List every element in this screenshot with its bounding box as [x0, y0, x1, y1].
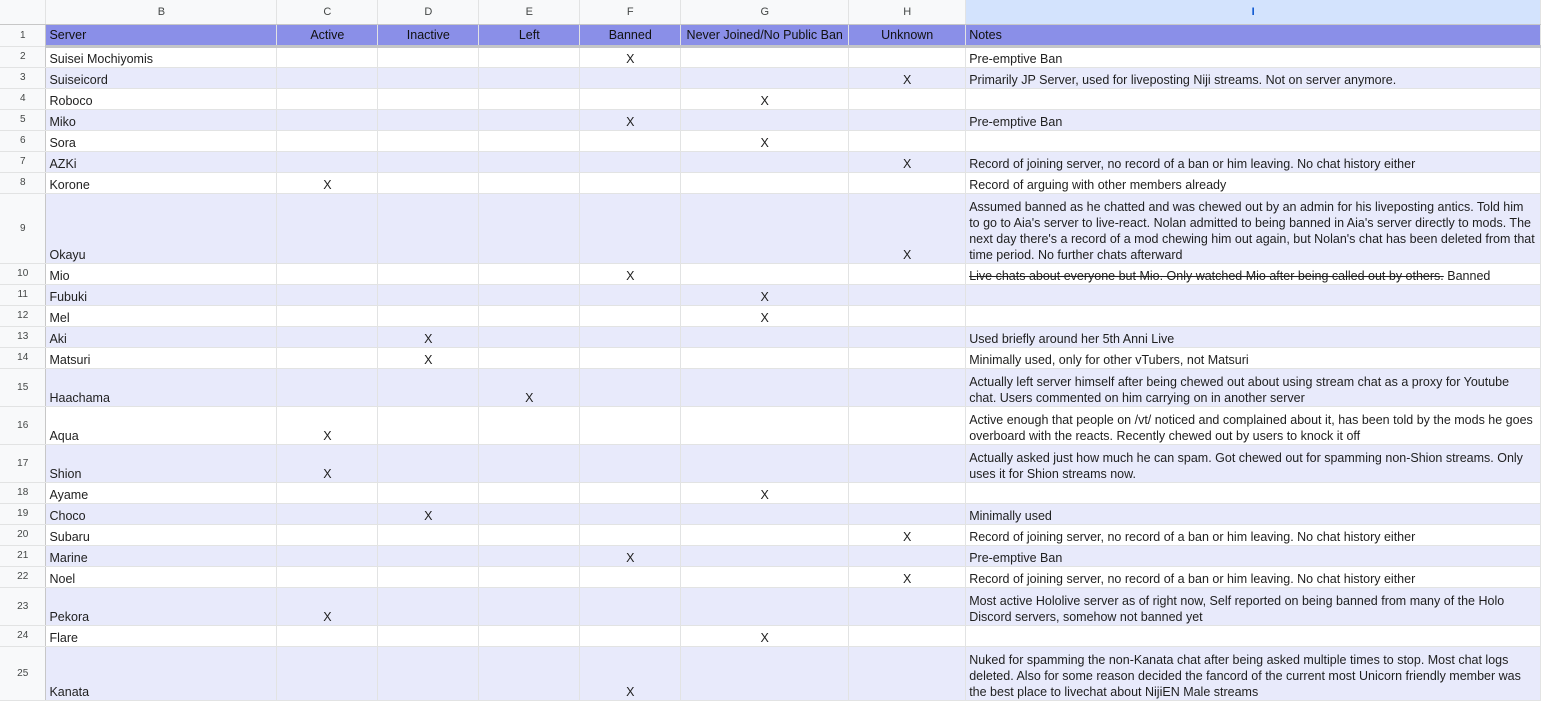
status-cell[interactable] [681, 504, 849, 525]
status-cell[interactable] [681, 546, 849, 567]
table-row [0, 369, 1541, 407]
server-name-cell[interactable]: Ayame [46, 483, 277, 504]
column-header-f[interactable]: F [580, 0, 681, 25]
status-cell[interactable] [681, 68, 849, 89]
server-name-cell[interactable]: AZKi [46, 152, 277, 173]
table-row [0, 588, 1541, 626]
row-number[interactable]: 9 [0, 194, 46, 264]
status-mark-never[interactable]: X [681, 89, 849, 110]
status-cell[interactable] [580, 525, 681, 546]
status-cell[interactable] [277, 68, 378, 89]
status-cell[interactable] [681, 588, 849, 626]
notes-cell[interactable] [966, 264, 1541, 285]
status-cell[interactable] [849, 110, 966, 131]
status-cell[interactable] [580, 588, 681, 626]
row-number[interactable]: 25 [0, 647, 46, 701]
status-cell[interactable] [580, 327, 681, 348]
status-cell[interactable] [479, 89, 580, 110]
status-cell[interactable] [681, 407, 849, 445]
row-number[interactable]: 3 [0, 68, 46, 89]
status-cell[interactable] [378, 525, 479, 546]
table-row [0, 348, 1541, 369]
status-cell[interactable] [378, 264, 479, 285]
status-cell[interactable] [681, 348, 849, 369]
header-cell-notes[interactable]: Notes [966, 25, 1541, 47]
row-number[interactable]: 4 [0, 89, 46, 110]
status-cell[interactable] [479, 567, 580, 588]
row-number[interactable]: 14 [0, 348, 46, 369]
header-cell-inactive[interactable]: Inactive [378, 25, 479, 47]
row-number[interactable]: 11 [0, 285, 46, 306]
row-number-1[interactable]: 1 [0, 25, 46, 47]
status-cell[interactable] [681, 110, 849, 131]
status-mark-active[interactable]: X [277, 445, 378, 483]
status-cell[interactable] [849, 504, 966, 525]
status-mark-never[interactable]: X [681, 285, 849, 306]
status-cell[interactable] [479, 173, 580, 194]
status-cell[interactable] [849, 647, 966, 701]
server-name-cell[interactable]: Okayu [46, 194, 277, 264]
notes-cell[interactable] [966, 285, 1541, 306]
status-cell[interactable] [849, 626, 966, 647]
status-cell[interactable] [580, 194, 681, 264]
row-number[interactable]: 13 [0, 327, 46, 348]
table-row [0, 47, 1541, 68]
column-header-row [0, 0, 1541, 25]
status-cell[interactable] [681, 327, 849, 348]
status-cell[interactable] [378, 285, 479, 306]
status-cell[interactable] [849, 483, 966, 504]
status-cell[interactable] [378, 369, 479, 407]
server-name-cell[interactable]: Mio [46, 264, 277, 285]
status-cell[interactable] [378, 407, 479, 445]
table-row [0, 131, 1541, 152]
status-cell[interactable] [378, 152, 479, 173]
status-cell[interactable] [378, 483, 479, 504]
server-name-cell[interactable]: Matsuri [46, 348, 277, 369]
status-cell[interactable] [681, 369, 849, 407]
notes-cell[interactable]: Pre-emptive Ban [966, 546, 1541, 567]
status-cell[interactable] [479, 327, 580, 348]
status-cell[interactable] [479, 68, 580, 89]
struck-note-text: Live chats about everyone but Mio. Only watched Mio after being called out by others. [969, 269, 1444, 283]
notes-cell[interactable]: Most active Hololive server as of right now, Self reported on being banned from many of the Holo Discord servers, somehow not banned yet [966, 588, 1541, 626]
server-name-cell[interactable]: Shion [46, 445, 277, 483]
status-cell[interactable] [479, 152, 580, 173]
status-cell[interactable] [849, 588, 966, 626]
status-cell[interactable] [479, 264, 580, 285]
status-cell[interactable] [378, 567, 479, 588]
table-row [0, 504, 1541, 525]
status-mark-unknown[interactable]: X [849, 152, 966, 173]
status-cell[interactable] [580, 68, 681, 89]
notes-cell[interactable]: Minimally used, only for other vTubers, not Matsuri [966, 348, 1541, 369]
notes-cell[interactable]: Pre-emptive Ban [966, 47, 1541, 68]
status-cell[interactable] [277, 306, 378, 327]
status-cell[interactable] [681, 173, 849, 194]
server-name-cell[interactable]: Miko [46, 110, 277, 131]
status-cell[interactable] [277, 264, 378, 285]
table-row [0, 567, 1541, 588]
row-number[interactable]: 21 [0, 546, 46, 567]
table-row [0, 647, 1541, 701]
table-row [0, 68, 1541, 89]
status-cell[interactable] [277, 348, 378, 369]
status-mark-unknown[interactable]: X [849, 194, 966, 264]
server-name-cell[interactable]: Haachama [46, 369, 277, 407]
status-mark-unknown[interactable]: X [849, 68, 966, 89]
row-number[interactable]: 6 [0, 131, 46, 152]
status-cell[interactable] [849, 369, 966, 407]
status-cell[interactable] [479, 306, 580, 327]
status-mark-never[interactable]: X [681, 131, 849, 152]
server-name-cell[interactable]: Noel [46, 567, 277, 588]
notes-cell[interactable]: Used briefly around her 5th Anni Live [966, 327, 1541, 348]
status-cell[interactable] [378, 546, 479, 567]
server-name-cell[interactable]: Aqua [46, 407, 277, 445]
status-cell[interactable] [378, 68, 479, 89]
server-name-cell[interactable]: Suisei Mochiyomis [46, 47, 277, 68]
status-cell[interactable] [479, 348, 580, 369]
table-row [0, 445, 1541, 483]
row-number[interactable]: 2 [0, 47, 46, 68]
status-cell[interactable] [580, 504, 681, 525]
table-row [0, 525, 1541, 546]
row-number[interactable]: 17 [0, 445, 46, 483]
status-cell[interactable] [378, 47, 479, 68]
status-cell[interactable] [479, 194, 580, 264]
table-row [0, 626, 1541, 647]
status-cell[interactable] [277, 152, 378, 173]
notes-cell[interactable] [966, 483, 1541, 504]
status-cell[interactable] [849, 407, 966, 445]
status-cell[interactable] [849, 327, 966, 348]
status-cell[interactable] [378, 194, 479, 264]
server-name-cell[interactable]: Suiseicord [46, 68, 277, 89]
column-header-e[interactable]: E [479, 0, 580, 25]
status-cell[interactable] [580, 348, 681, 369]
status-cell[interactable] [849, 348, 966, 369]
status-cell[interactable] [580, 407, 681, 445]
status-cell[interactable] [580, 285, 681, 306]
status-cell[interactable] [580, 306, 681, 327]
header-cell-never-joined-no-public-ban[interactable]: Never Joined/No Public Ban [681, 25, 849, 47]
notes-cell[interactable] [966, 89, 1541, 110]
status-cell[interactable] [849, 445, 966, 483]
status-cell[interactable] [378, 306, 479, 327]
status-mark-banned[interactable]: X [580, 47, 681, 68]
table-row [0, 327, 1541, 348]
status-mark-banned[interactable]: X [580, 264, 681, 285]
server-name-cell[interactable]: Choco [46, 504, 277, 525]
status-cell[interactable] [849, 173, 966, 194]
notes-cell[interactable] [966, 306, 1541, 327]
notes-cell[interactable]: Actually left server himself after being chewed out about using stream chat as a proxy for Youtube chat. Users commented on him carrying on in another server [966, 369, 1541, 407]
status-cell[interactable] [580, 483, 681, 504]
status-mark-banned[interactable]: X [580, 647, 681, 701]
row-number[interactable]: 8 [0, 173, 46, 194]
server-name-cell[interactable]: Fubuki [46, 285, 277, 306]
server-name-cell[interactable]: Mel [46, 306, 277, 327]
status-mark-banned[interactable]: X [580, 110, 681, 131]
status-cell[interactable] [277, 327, 378, 348]
server-name-cell[interactable]: Marine [46, 546, 277, 567]
status-cell[interactable] [378, 110, 479, 131]
table-row [0, 152, 1541, 173]
status-cell[interactable] [681, 264, 849, 285]
status-cell[interactable] [681, 445, 849, 483]
header-cell-active[interactable]: Active [277, 25, 378, 47]
header-cell-left[interactable]: Left [479, 25, 580, 47]
status-cell[interactable] [849, 89, 966, 110]
header-cell-banned[interactable]: Banned [580, 25, 681, 47]
table-row [0, 407, 1541, 445]
column-header-h[interactable]: H [849, 0, 966, 25]
status-cell[interactable] [277, 626, 378, 647]
server-name-cell[interactable]: Roboco [46, 89, 277, 110]
notes-cell[interactable]: Minimally used [966, 504, 1541, 525]
status-mark-never[interactable]: X [681, 306, 849, 327]
status-cell[interactable] [479, 285, 580, 306]
status-cell[interactable] [479, 131, 580, 152]
status-mark-unknown[interactable]: X [849, 567, 966, 588]
table-row [0, 306, 1541, 327]
notes-cell[interactable]: Primarily JP Server, used for liveposting Niji streams. Not on server anymore. [966, 68, 1541, 89]
status-cell[interactable] [580, 626, 681, 647]
server-name-cell[interactable]: Korone [46, 173, 277, 194]
status-mark-unknown[interactable]: X [849, 525, 966, 546]
status-cell[interactable] [580, 173, 681, 194]
status-cell[interactable] [277, 483, 378, 504]
header-cell-server[interactable]: Server [46, 25, 277, 47]
table-row [0, 483, 1541, 504]
table-row [0, 89, 1541, 110]
server-name-cell[interactable]: Sora [46, 131, 277, 152]
status-cell[interactable] [849, 306, 966, 327]
server-name-cell[interactable]: Pekora [46, 588, 277, 626]
notes-cell[interactable]: Record of arguing with other members already [966, 173, 1541, 194]
status-cell[interactable] [277, 131, 378, 152]
status-cell[interactable] [277, 369, 378, 407]
table-row [0, 285, 1541, 306]
notes-cell[interactable]: Active enough that people on /vt/ noticed and complained about it, has been told by the mods he goes overboard with the reacts. Recently chewed out by users to knock it off [966, 407, 1541, 445]
row-number[interactable]: 12 [0, 306, 46, 327]
status-mark-left[interactable]: X [479, 369, 580, 407]
status-cell[interactable] [479, 47, 580, 68]
table-row [0, 546, 1541, 567]
status-cell[interactable] [580, 369, 681, 407]
notes-cell[interactable] [966, 131, 1541, 152]
table-row [0, 110, 1541, 131]
notes-cell[interactable]: Record of joining server, no record of a ban or him leaving. No chat history either [966, 567, 1541, 588]
status-mark-active[interactable]: X [277, 173, 378, 194]
notes-cell[interactable]: Record of joining server, no record of a ban or him leaving. No chat history either [966, 525, 1541, 546]
status-cell[interactable] [277, 89, 378, 110]
status-cell[interactable] [580, 89, 681, 110]
status-cell[interactable] [479, 483, 580, 504]
status-mark-inactive[interactable]: X [378, 327, 479, 348]
status-cell[interactable] [378, 626, 479, 647]
notes-cell[interactable]: Nuked for spamming the non-Kanata chat after being asked multiple times to stop. Most chat logs deleted. Also for some reason decided the fancord of the current most Unicorn friendly member was the best place to livechat about NijiEN Male streams [966, 647, 1541, 701]
header-row [0, 25, 1541, 47]
status-mark-inactive[interactable]: X [378, 348, 479, 369]
status-mark-never[interactable]: X [681, 483, 849, 504]
status-mark-inactive[interactable]: X [378, 504, 479, 525]
status-cell[interactable] [681, 194, 849, 264]
select-all-corner[interactable] [0, 0, 46, 25]
table-row [0, 194, 1541, 264]
column-header-i[interactable]: I [966, 0, 1541, 25]
status-cell[interactable] [681, 567, 849, 588]
row-number[interactable]: 23 [0, 588, 46, 626]
status-cell[interactable] [277, 546, 378, 567]
status-cell[interactable] [681, 152, 849, 173]
status-cell[interactable] [378, 131, 479, 152]
status-cell[interactable] [681, 647, 849, 701]
status-cell[interactable] [580, 567, 681, 588]
table-row [0, 173, 1541, 194]
status-cell[interactable] [479, 407, 580, 445]
status-cell[interactable] [479, 647, 580, 701]
status-cell[interactable] [378, 647, 479, 701]
row-number[interactable]: 24 [0, 626, 46, 647]
column-header-b[interactable]: B [46, 0, 277, 25]
status-cell[interactable] [277, 525, 378, 546]
status-cell[interactable] [378, 173, 479, 194]
row-number[interactable]: 19 [0, 504, 46, 525]
table-row [0, 264, 1541, 285]
status-cell[interactable] [580, 131, 681, 152]
notes-cell[interactable]: Pre-emptive Ban [966, 110, 1541, 131]
status-cell[interactable] [479, 110, 580, 131]
status-mark-active[interactable]: X [277, 407, 378, 445]
status-cell[interactable] [849, 285, 966, 306]
row-number[interactable]: 20 [0, 525, 46, 546]
status-mark-never[interactable]: X [681, 626, 849, 647]
server-name-cell[interactable]: Kanata [46, 647, 277, 701]
row-number[interactable]: 22 [0, 567, 46, 588]
status-cell[interactable] [479, 445, 580, 483]
status-cell[interactable] [378, 445, 479, 483]
status-cell[interactable] [849, 546, 966, 567]
server-name-cell[interactable]: Flare [46, 626, 277, 647]
status-cell[interactable] [849, 47, 966, 68]
header-cell-unknown[interactable]: Unknown [849, 25, 966, 47]
row-number[interactable]: 16 [0, 407, 46, 445]
status-cell[interactable] [849, 131, 966, 152]
notes-cell[interactable] [966, 626, 1541, 647]
row-number[interactable]: 15 [0, 369, 46, 407]
status-cell[interactable] [681, 525, 849, 546]
server-name-cell[interactable]: Aki [46, 327, 277, 348]
status-cell[interactable] [849, 264, 966, 285]
status-cell[interactable] [277, 504, 378, 525]
status-cell[interactable] [277, 567, 378, 588]
status-cell[interactable] [479, 546, 580, 567]
column-header-c[interactable]: C [277, 0, 378, 25]
server-name-cell[interactable]: Subaru [46, 525, 277, 546]
status-cell[interactable] [479, 504, 580, 525]
notes-cell[interactable]: Record of joining server, no record of a ban or him leaving. No chat history either [966, 152, 1541, 173]
row-number[interactable]: 7 [0, 152, 46, 173]
status-cell[interactable] [277, 194, 378, 264]
status-mark-banned[interactable]: X [580, 546, 681, 567]
column-header-g[interactable]: G [681, 0, 849, 25]
column-header-d[interactable]: D [378, 0, 479, 25]
notes-cell[interactable]: Assumed banned as he chatted and was chewed out by an admin for his liveposting antics. Told him to go to Aia's server to live-react. Nolan admitted to being banned in Aia's server directly to mods. The next day there's a record of a mod chewing him out again, but Nolan's chat has been deleted from that time period. No further chats afterward [966, 194, 1541, 264]
status-cell[interactable] [580, 445, 681, 483]
status-cell[interactable] [378, 588, 479, 626]
status-cell[interactable] [681, 47, 849, 68]
status-cell[interactable] [277, 285, 378, 306]
notes-cell[interactable]: Actually asked just how much he can spam. Got chewed out for spamming non-Shion streams. Only uses it for Shion streams now. [966, 445, 1541, 483]
status-cell[interactable] [277, 110, 378, 131]
note-text: Banned [1447, 269, 1491, 283]
status-mark-active[interactable]: X [277, 588, 378, 626]
status-cell[interactable] [277, 47, 378, 68]
status-cell[interactable] [479, 626, 580, 647]
status-cell[interactable] [479, 588, 580, 626]
row-number[interactable]: 5 [0, 110, 46, 131]
status-cell[interactable] [479, 525, 580, 546]
status-cell[interactable] [277, 647, 378, 701]
status-cell[interactable] [378, 89, 479, 110]
row-number[interactable]: 18 [0, 483, 46, 504]
status-cell[interactable] [580, 152, 681, 173]
row-number[interactable]: 10 [0, 264, 46, 285]
